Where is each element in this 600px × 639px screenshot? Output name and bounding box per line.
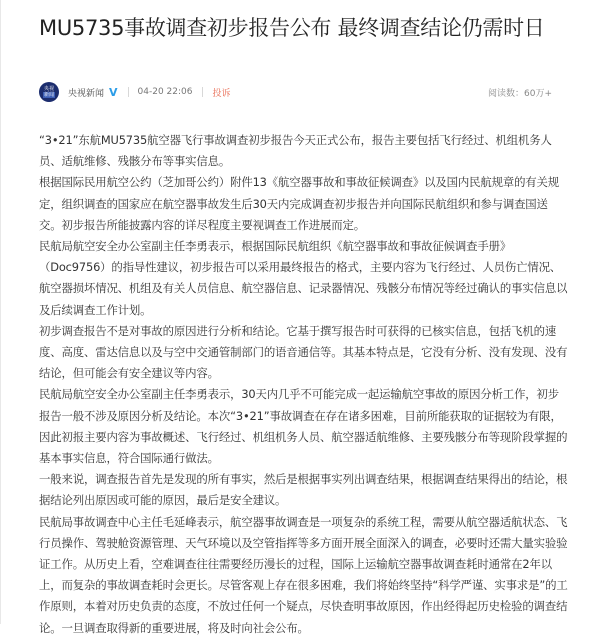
read-count: 阅读数：60万+ — [488, 88, 552, 99]
divider — [128, 87, 129, 97]
paragraph: 民航局航空安全办公室副主任李勇表示，根据国际民航组织《航空器事故和事故征候调查手册》（Doc9756）的指导性建议，初步报告可以采用最终报告的格式，主要内容为飞行经过、人员伤亡情况、航空器损坏情况、机组及有关人员信息、航空器信息、记录器情况、残骸分布情况等经过确认的事实信息以及后续调查工作计划。 — [39, 239, 568, 317]
avatar-text-top: 央视 — [43, 86, 54, 92]
author-name[interactable]: 央视新闻 — [68, 88, 105, 99]
divider — [202, 87, 203, 97]
report-link[interactable]: 投诉 — [212, 88, 231, 99]
verified-badge-icon: V — [109, 85, 118, 99]
article-body — [39, 130, 569, 639]
paragraph: 民航局航空安全办公室副主任李勇表示，30天内几乎不可能完成一起运输航空事故的原因分析工作，初步报告一般不涉及原因分析及结论。本次“3•21”事故调查在存在诸多困难，目前所能获取的证据较为有限，因此初报主要内容为事故概述、飞行经过、机组机务人员、航空器适航维修、主要残骸分布等现阶段掌握的基本事实信息，符合国际通行做法。 — [39, 387, 568, 466]
author-avatar[interactable] — [39, 82, 59, 102]
paragraph: 一般来说，调查报告首先是发现的所有事实，然后是根据事实列出调查结果，根据调查结果得出的结论，根据结论列出原因或可能的原因，最后是安全建议。 — [39, 472, 568, 508]
paragraph: 初步调查报告不是对事故的原因进行分析和结论。它基于撰写报告时可获得的已核实信息，包括飞机的速度、高度、雷达信息以及与空中交通管制部门的语音通信等。其基本特点是，它没有分析、没有发现、没有结论，但可能会有安全建议等内容。 — [39, 323, 568, 381]
paragraph: 根据国际民用航空公约（芝加哥公约）附件13《航空器事故和事故征候调查》以及国内民航规章的有关规定，组织调查的国家应在航空器事故发生后30天内完成调查初步报告并向国际民航组织和参与调查国送交。初步报告所能披露内容的详尽程度主要视调查工作进展而定。 — [39, 175, 560, 232]
paragraph: 民航局事故调查中心主任毛延峰表示，航空器事故调查是一项复杂的系统工程，需要从航空器适航状态、飞行员操作、驾驶舱资源管理、天气环境以及空管指挥等多方面开展全面深入的调查，必要时还需大量实验验证工作。从历史上看，空难调查往往需要经历漫长的过程，国际上运输航空器事故调查耗时通常在2年以上，而复杂的事故调查耗时会更长。尽管客观上存在很多困难，我们将始终坚持“科学严谨、实事求是”的工作原则，本着对历史负责的态度，不放过任何一个疑点，尽快查明事故原因，作出经得起历史检验的调查结论。一旦调查取得新的重要进展，将及时向社会公布。 — [39, 514, 568, 635]
article-meta — [39, 82, 577, 102]
avatar-text-bottom: 新闻 — [43, 92, 54, 98]
paragraph: “3•21”东航MU5735航空器飞行事故调查初步报告今天正式公布，报告主要包括飞行经过、机组机务人员、适航维修、残骸分布等事实信息。 — [39, 133, 552, 169]
article-title: MU5735事故调查初步报告公布 最终调查结论仍需时日 — [39, 16, 545, 40]
publish-time: 04-20 22:06 — [137, 87, 193, 97]
